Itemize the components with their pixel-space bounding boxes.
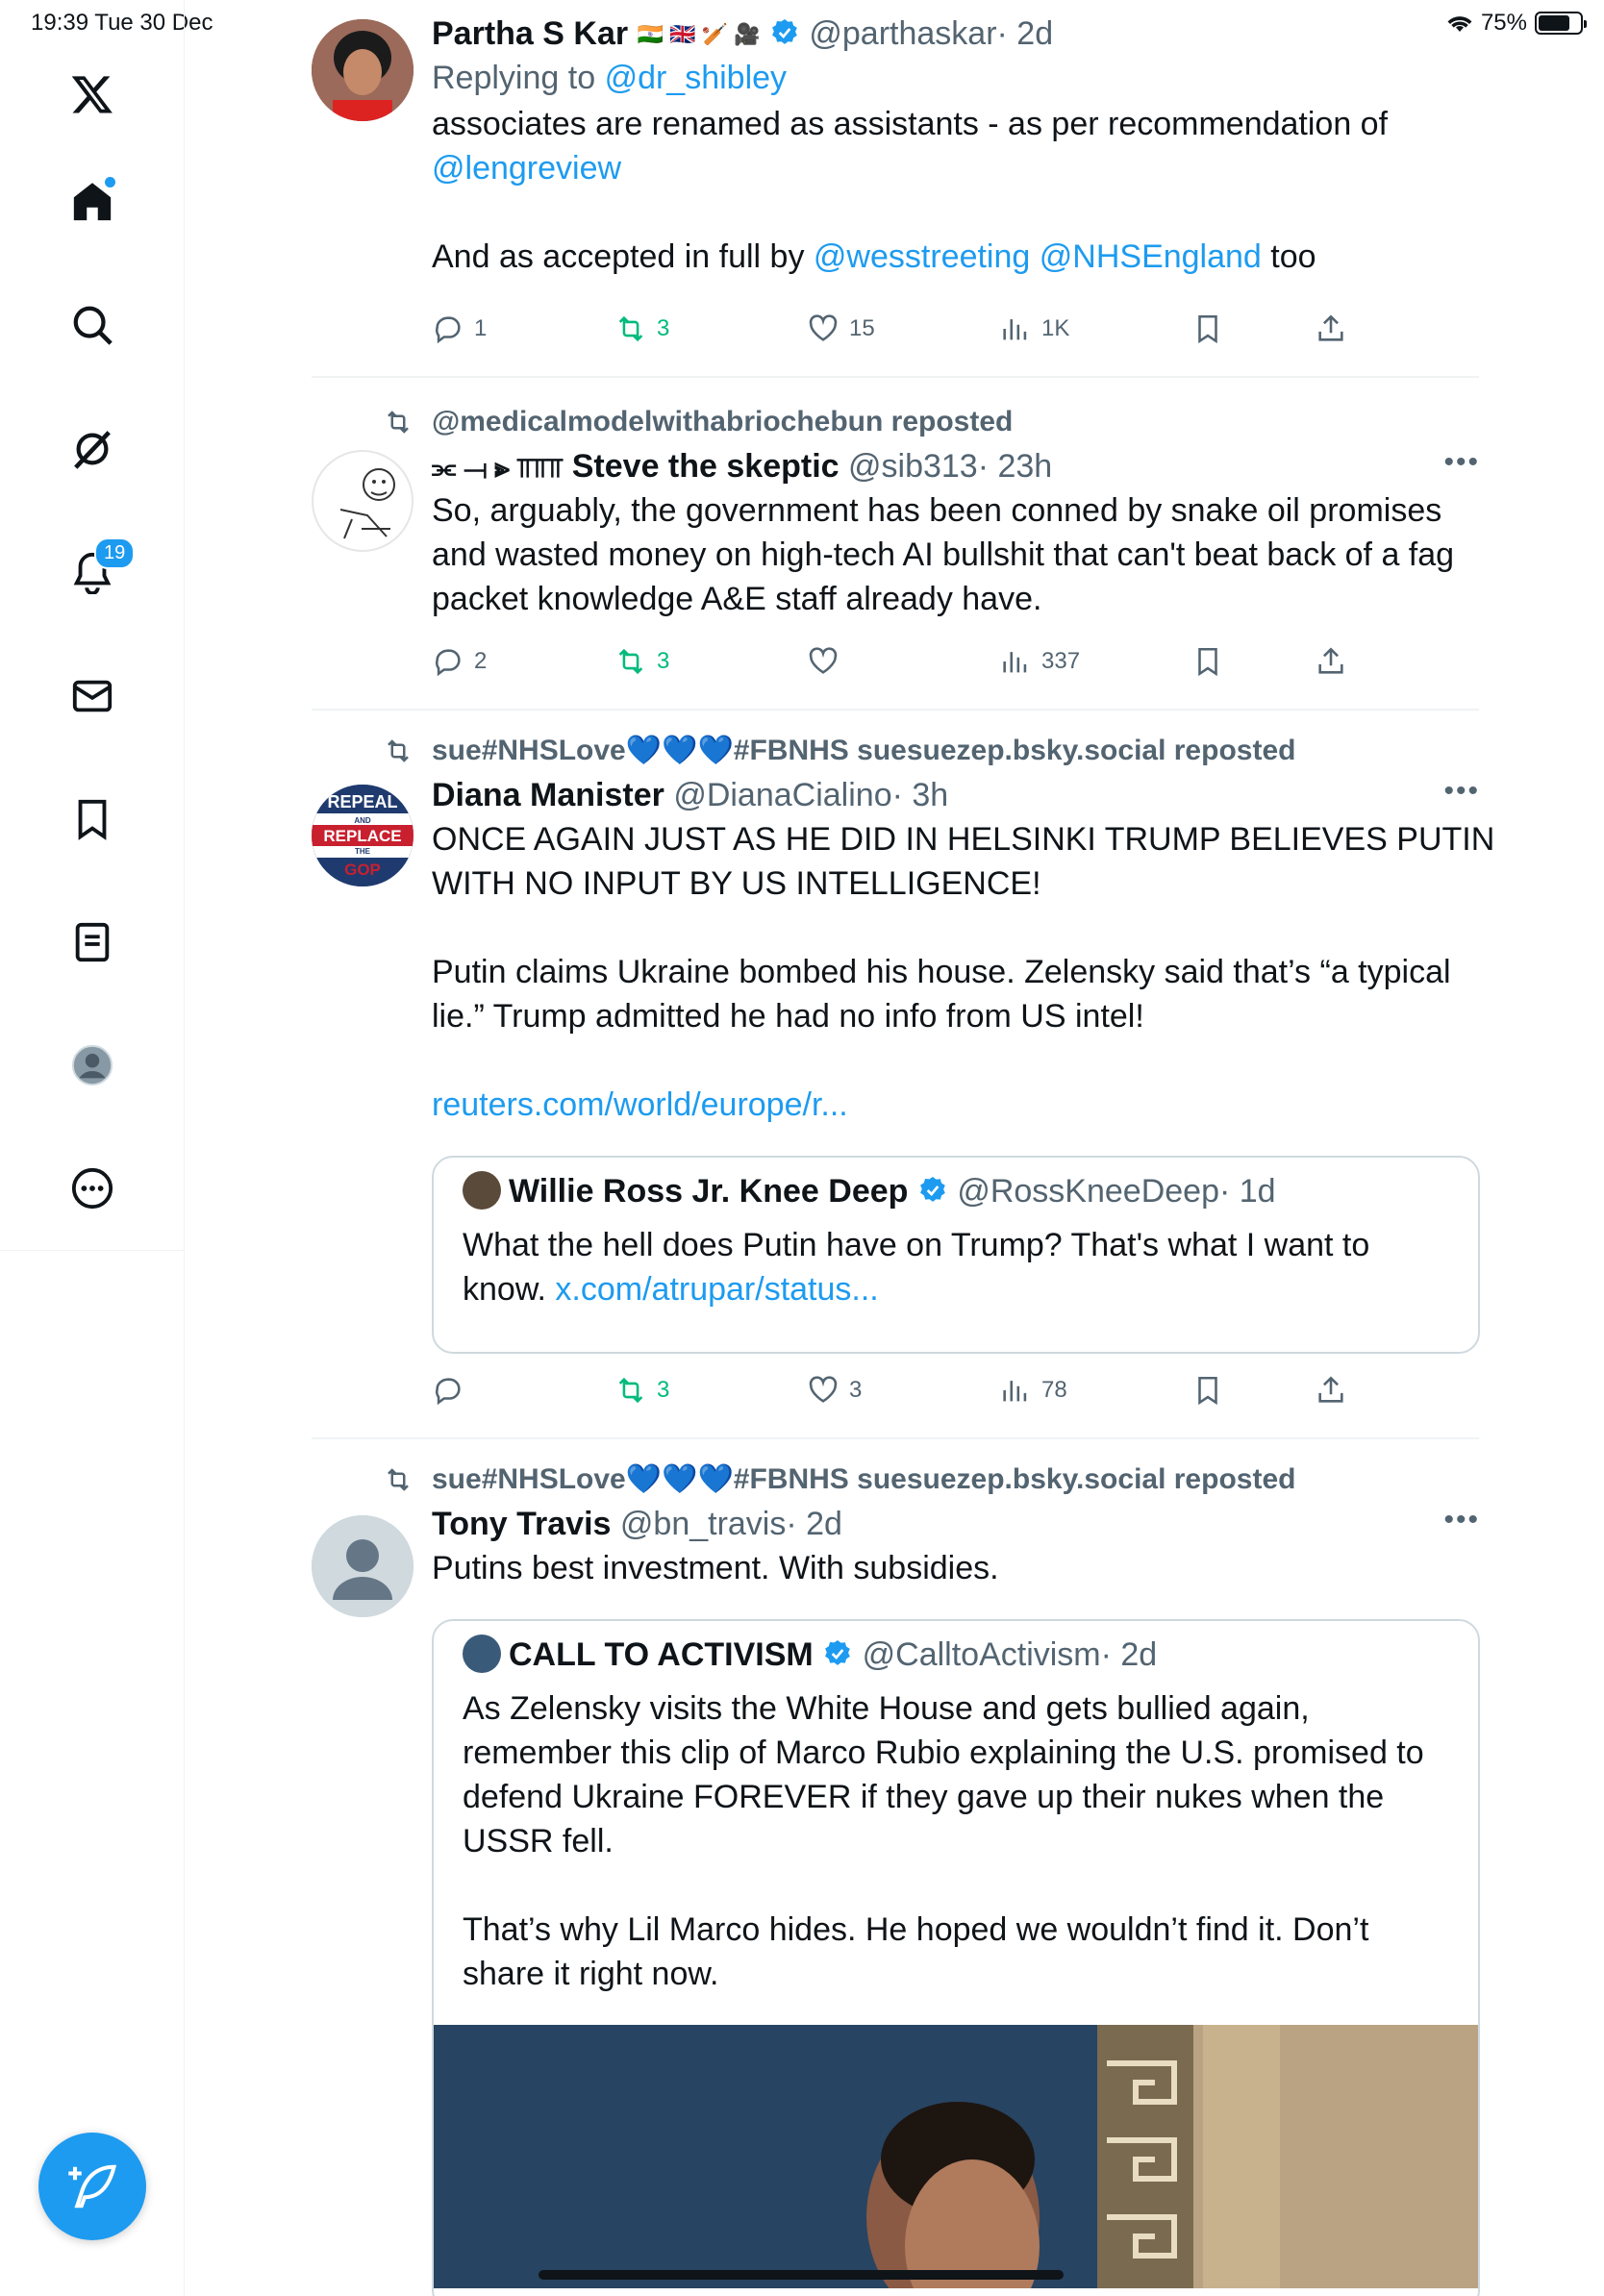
- bookmark-button[interactable]: [1191, 308, 1224, 350]
- share-button[interactable]: [1315, 308, 1347, 350]
- share-icon: [1315, 645, 1347, 678]
- quote-text-line: As Zelensky visits the White House and gets bullied again,: [463, 1690, 1310, 1727]
- reply-count: 2: [474, 648, 488, 674]
- sidebar-divider: [0, 1250, 185, 1251]
- post-text: [432, 488, 1480, 621]
- reposted-by[interactable]: sue#NHSLove💙💙💙#FBNHS suesuezep.bsky.social reposted: [432, 1463, 1296, 1495]
- avatar[interactable]: [312, 1515, 414, 1617]
- share-icon: [1315, 312, 1347, 345]
- battery-percent: 75%: [1480, 10, 1527, 36]
- post-text-line: Putins best investment. With subsidies.: [432, 1550, 999, 1586]
- post-text-line: So, arguably, the government has been conned by snake oil promises: [432, 492, 1442, 529]
- bookmark-button[interactable]: [1191, 1369, 1224, 1411]
- bookmark-icon: [1191, 312, 1224, 345]
- quote-author-name: Willie Ross Jr. Knee Deep: [509, 1173, 909, 1210]
- quote-text-line: share it right now.: [463, 1956, 719, 1992]
- repost-count: 3: [657, 1377, 670, 1403]
- avatar-text: THE: [355, 847, 370, 856]
- views-icon: [999, 1374, 1032, 1407]
- author-name[interactable]: Tony Travis: [432, 1506, 612, 1542]
- author-name[interactable]: Diana Manister: [432, 777, 664, 813]
- messages-icon[interactable]: [63, 667, 121, 725]
- reposted-by[interactable]: sue#NHSLove💙💙💙#FBNHS suesuezep.bsky.social reposted: [432, 735, 1296, 766]
- repost-icon: [614, 645, 647, 678]
- bookmarks-icon[interactable]: [63, 790, 121, 848]
- bookmark-icon: [1191, 1374, 1224, 1407]
- post-actions: [432, 640, 1566, 683]
- quote-text-line: USSR fell.: [463, 1823, 614, 1859]
- share-button[interactable]: [1315, 1369, 1347, 1411]
- replying-to-label: Replying to: [432, 60, 596, 96]
- home-unread-dot: [105, 177, 115, 187]
- post-time: · 2d: [996, 15, 1054, 52]
- author-handle[interactable]: @bn_travis: [619, 1506, 787, 1542]
- author-handle[interactable]: @DianaCialino: [673, 777, 892, 813]
- views-button[interactable]: [999, 640, 1080, 683]
- author-handle[interactable]: @sib313: [848, 448, 978, 485]
- quote-text-line: That’s why Lil Marco hides. He hoped we wouldn’t find it. Don’t: [463, 1911, 1369, 1948]
- post-header: [432, 12, 1480, 56]
- post-text-line: lie.” Trump admitted he had no info from US intel!: [432, 998, 1144, 1035]
- post-text-line: associates are renamed as assistants - as per recommendation of: [432, 106, 1389, 142]
- quoted-post[interactable]: [432, 1156, 1480, 1354]
- quote-header: [463, 1169, 1453, 1213]
- post-actions: [432, 1369, 1566, 1411]
- avatar-text: AND: [354, 816, 371, 825]
- like-button[interactable]: [807, 640, 849, 683]
- post-text-span: too: [1270, 238, 1316, 275]
- reply-icon: [432, 645, 464, 678]
- quote-author-handle: @RossKneeDeep: [957, 1173, 1219, 1210]
- replying-to-link[interactable]: @dr_shibley: [604, 60, 788, 96]
- like-count: 3: [849, 1377, 863, 1403]
- avatar-text: REPLACE: [323, 827, 402, 845]
- quote-author-handle: @CalltoActivism: [862, 1636, 1101, 1673]
- quote-text-line: remember this clip of Marco Rubio explaining the U.S. promised to: [463, 1734, 1424, 1771]
- reposted-by[interactable]: @medicalmodelwithabriochebun reposted: [432, 406, 1014, 437]
- reply-button[interactable]: [432, 640, 487, 683]
- repost-icon: [614, 1374, 647, 1407]
- quote-header: [463, 1633, 1453, 1677]
- views-button[interactable]: [999, 1369, 1067, 1411]
- post-text-line: and wasted money on high-tech AI bullshit that can't beat back of a fag: [432, 537, 1455, 573]
- status-time: 19:39 Tue 30 Dec: [31, 10, 213, 36]
- quote-text-line: What the hell does Putin have on Trump? That's what I want to: [463, 1227, 1370, 1263]
- views-icon: [999, 312, 1032, 345]
- author-name-prefix: ⫘ ⟞ ⫸ ⫪⫪⫪: [432, 453, 564, 483]
- post-divider: [312, 709, 1479, 711]
- more-options-icon[interactable]: •••: [1443, 1504, 1480, 1535]
- like-button[interactable]: [807, 308, 875, 350]
- post-text: [432, 817, 1495, 1127]
- quote-author-name: CALL TO ACTIVISM: [509, 1636, 814, 1673]
- author-name-emojis: 🇮🇳 🇬🇧 🏏 🎥: [637, 22, 761, 46]
- more-icon[interactable]: [63, 1160, 121, 1217]
- mention-link[interactable]: @NHSEngland: [1039, 238, 1262, 275]
- post-text: [432, 102, 1480, 279]
- reply-context: [432, 56, 1480, 100]
- quote-text-line: defend Ukraine FOREVER if they gave up their nukes when the: [463, 1779, 1385, 1815]
- views-count: 78: [1041, 1377, 1067, 1403]
- post-time: · 2d: [786, 1506, 842, 1542]
- repost-button[interactable]: [614, 640, 669, 683]
- like-icon: [807, 312, 840, 345]
- post-text-span: And as accepted in full by: [432, 238, 805, 275]
- notifications-badge: 19: [94, 537, 135, 569]
- repost-count: 3: [657, 648, 670, 674]
- post-divider: [312, 376, 1479, 378]
- repost-icon: [382, 736, 414, 765]
- post-text: [432, 1546, 1480, 1590]
- post-time: · 23h: [977, 448, 1053, 485]
- repost-icon: [382, 1465, 414, 1494]
- post-text-line: Putin claims Ukraine bombed his house. Zelensky said that’s “a typical: [432, 954, 1451, 990]
- quote-avatar: [463, 1635, 501, 1673]
- author-handle[interactable]: @parthaskar: [809, 15, 997, 52]
- quote-link[interactable]: x.com/atrupar/status...: [555, 1271, 879, 1308]
- quote-text-line: [463, 1267, 1453, 1311]
- author-name[interactable]: Partha S Kar: [432, 15, 629, 52]
- views-button[interactable]: [999, 308, 1069, 350]
- quote-avatar: [463, 1171, 501, 1210]
- verified-badge-icon: [917, 1175, 948, 1206]
- avatar-text: GOP: [344, 861, 381, 879]
- repost-button[interactable]: [614, 308, 669, 350]
- avatar-text: REPEAL: [327, 792, 398, 811]
- share-icon: [1315, 1374, 1347, 1407]
- share-button[interactable]: [1315, 640, 1347, 683]
- search-icon[interactable]: [63, 296, 121, 354]
- sidebar: [0, 0, 185, 2296]
- post-header: [432, 444, 1480, 488]
- home-icon[interactable]: [63, 173, 121, 231]
- compose-button[interactable]: [38, 2133, 146, 2240]
- avatar[interactable]: [312, 19, 414, 121]
- reply-icon: [432, 312, 464, 345]
- grok-icon[interactable]: [63, 420, 121, 478]
- quote-video[interactable]: [434, 2025, 1478, 2288]
- repost-button[interactable]: [614, 1369, 669, 1411]
- more-options-icon[interactable]: •••: [1443, 775, 1480, 807]
- like-button[interactable]: [807, 1369, 862, 1411]
- post-header: [432, 773, 1480, 817]
- post-text-line: WITH NO INPUT BY US INTELLIGENCE!: [432, 865, 1041, 902]
- bookmark-icon: [1191, 645, 1224, 678]
- reply-button[interactable]: [432, 308, 487, 350]
- post-text-line: [432, 235, 1480, 279]
- reply-count: 1: [474, 315, 488, 341]
- lists-icon[interactable]: [63, 913, 121, 971]
- x-logo-icon[interactable]: [63, 65, 121, 123]
- post-divider: [312, 1437, 1479, 1439]
- post-time: · 3h: [891, 777, 949, 813]
- timeline-feed: [185, 0, 1604, 2296]
- post-text-line: packet knowledge A&E staff already have.: [432, 581, 1042, 617]
- quote-text: [463, 1686, 1453, 1996]
- notifications-icon[interactable]: [63, 542, 126, 601]
- avatar[interactable]: [312, 450, 414, 552]
- bookmark-button[interactable]: [1191, 640, 1224, 683]
- quote-text: [463, 1223, 1453, 1311]
- avatar[interactable]: [312, 785, 414, 886]
- post-header: [432, 1502, 1480, 1546]
- like-count: 15: [849, 315, 875, 341]
- mention-link[interactable]: @wesstreeting: [813, 238, 1031, 275]
- views-icon: [999, 645, 1032, 678]
- like-icon: [807, 1374, 840, 1407]
- post-actions: [432, 308, 1566, 350]
- feather-plus-icon: [66, 2160, 118, 2212]
- reply-icon: [432, 1374, 464, 1407]
- repost-icon: [614, 312, 647, 345]
- repost-icon: [382, 408, 414, 437]
- more-options-icon[interactable]: •••: [1443, 446, 1480, 478]
- mention-link[interactable]: @lengreview: [432, 150, 622, 187]
- post-text-line: ONCE AGAIN JUST AS HE DID IN HELSINKI TRUMP BELIEVES PUTIN: [432, 821, 1495, 858]
- quoted-post[interactable]: [432, 1619, 1480, 2296]
- verified-badge-icon: [822, 1638, 853, 1669]
- reply-button[interactable]: [432, 1369, 474, 1411]
- external-link[interactable]: reuters.com/world/europe/r...: [432, 1086, 848, 1123]
- verified-badge-icon: [769, 17, 800, 48]
- like-icon: [807, 645, 840, 678]
- author-name[interactable]: Steve the skeptic: [571, 448, 840, 485]
- profile-icon[interactable]: [63, 1036, 121, 1094]
- repost-count: 3: [657, 315, 670, 341]
- views-count: 1K: [1041, 315, 1070, 341]
- views-count: 337: [1041, 648, 1081, 674]
- home-indicator[interactable]: [539, 2270, 1064, 2280]
- quote-time: · 1d: [1218, 1173, 1276, 1210]
- quote-text-span: know.: [463, 1271, 546, 1308]
- quote-time: · 2d: [1100, 1636, 1158, 1673]
